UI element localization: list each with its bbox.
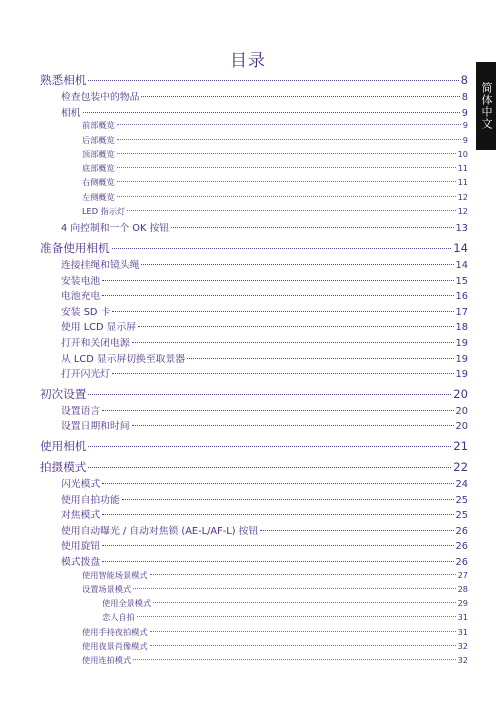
dot-leader bbox=[102, 561, 453, 562]
toc-entry-page: 16 bbox=[455, 291, 468, 303]
toc-entry-page: 13 bbox=[455, 223, 468, 235]
toc-entry-title: 使用 LCD 显示屏 bbox=[61, 322, 137, 334]
toc-entry-title: 使用相机 bbox=[40, 438, 87, 453]
toc-entry-page: 9 bbox=[462, 120, 468, 131]
toc-entry-page: 26 bbox=[455, 556, 468, 568]
dot-leader bbox=[88, 467, 451, 468]
dot-leader bbox=[88, 446, 451, 447]
toc-entry[interactable] bbox=[61, 492, 468, 506]
toc-entry[interactable] bbox=[82, 206, 468, 217]
toc-entry-page: 12 bbox=[457, 191, 468, 202]
toc-entry-title: 前部概览 bbox=[82, 120, 115, 131]
toc-entry-title: 从 LCD 显示屏切换至取景器 bbox=[61, 353, 186, 365]
toc-entry-page: 19 bbox=[455, 369, 468, 381]
toc-entry[interactable] bbox=[82, 149, 468, 160]
toc-entry-page: 19 bbox=[455, 337, 468, 349]
toc-entry[interactable] bbox=[61, 273, 468, 287]
dot-leader bbox=[117, 124, 461, 125]
dot-leader bbox=[141, 264, 453, 265]
toc-entry-title: 使用全景模式 bbox=[102, 598, 152, 609]
toc-entry-title: 使用连拍模式 bbox=[82, 655, 132, 666]
dot-leader bbox=[117, 139, 461, 140]
toc-entry[interactable] bbox=[61, 89, 468, 103]
dot-leader bbox=[117, 167, 456, 168]
toc-entry-page: 19 bbox=[455, 353, 468, 365]
toc-entry-title: 使用智能场景模式 bbox=[82, 569, 148, 580]
toc-entry[interactable] bbox=[61, 220, 468, 234]
toc-entry-page: 31 bbox=[457, 612, 468, 623]
toc-entry-page: 20 bbox=[453, 386, 468, 401]
dot-leader bbox=[133, 588, 455, 589]
toc-entry[interactable] bbox=[61, 304, 468, 318]
toc-entry-title: 设置场景模式 bbox=[82, 583, 132, 594]
dot-leader bbox=[117, 196, 456, 197]
toc-entry-page: 32 bbox=[457, 641, 468, 651]
toc-entry-page: 9 bbox=[462, 134, 468, 145]
toc-entry[interactable] bbox=[61, 507, 468, 521]
toc-entry[interactable] bbox=[40, 386, 468, 402]
toc-entry[interactable] bbox=[82, 120, 468, 131]
toc-entry[interactable] bbox=[82, 135, 468, 146]
dot-leader bbox=[137, 616, 456, 617]
dot-leader bbox=[150, 645, 456, 646]
dot-leader bbox=[150, 574, 456, 575]
toc-entry-title: 设置语言 bbox=[61, 405, 101, 417]
toc-entry-page: 10 bbox=[457, 148, 468, 159]
toc-entry-title: 设置日期和时间 bbox=[61, 421, 130, 433]
toc-entry-title: 连接挂绳和镜头绳 bbox=[61, 259, 140, 271]
toc-entry-page: 20 bbox=[455, 421, 468, 433]
toc-entry[interactable] bbox=[61, 351, 468, 365]
toc-entry-title: 使用自拍功能 bbox=[61, 494, 120, 506]
toc-entry[interactable] bbox=[82, 655, 468, 666]
toc-entry-title: 模式拨盘 bbox=[61, 556, 101, 568]
toc-entry-title: 4 向控制和一个 OK 按钮 bbox=[61, 223, 170, 235]
toc-entry-title: 准备使用相机 bbox=[40, 240, 110, 255]
toc-entry[interactable] bbox=[40, 72, 468, 88]
toc-entry-page: 8 bbox=[461, 92, 468, 103]
toc-entry-page: 25 bbox=[455, 494, 468, 506]
toc-entry-page: 14 bbox=[453, 240, 468, 255]
toc-entry-title: 相机 bbox=[61, 107, 81, 119]
toc-entry[interactable] bbox=[61, 366, 468, 380]
dot-leader bbox=[138, 326, 453, 327]
toc-entry-page: 29 bbox=[457, 598, 468, 609]
toc-entry[interactable] bbox=[82, 192, 468, 203]
dot-leader bbox=[88, 80, 458, 81]
dot-leader bbox=[141, 96, 459, 97]
toc-entry[interactable] bbox=[102, 612, 468, 623]
toc-entry-page: 32 bbox=[457, 655, 468, 666]
toc-entry-page: 12 bbox=[457, 206, 468, 216]
language-side-tab: 简体中文 bbox=[476, 62, 496, 150]
toc-entry-title: 熟悉相机 bbox=[40, 73, 87, 87]
dot-leader bbox=[102, 514, 453, 515]
page-title: 目录 bbox=[230, 51, 266, 71]
toc-entry-page: 28 bbox=[457, 583, 468, 594]
toc-entry[interactable] bbox=[61, 335, 468, 349]
dot-leader bbox=[132, 425, 454, 426]
toc-entry-title: 使用手持夜拍模式 bbox=[82, 626, 148, 637]
toc-entry[interactable] bbox=[61, 554, 468, 568]
dot-leader bbox=[112, 248, 452, 249]
toc-entry-title: 使用自动曝光 / 自动对焦锁 (AE-L/AF-L) 按钮 bbox=[61, 525, 259, 537]
dot-leader bbox=[260, 530, 453, 531]
toc-entry-title: 恋人自拍 bbox=[102, 612, 135, 623]
dot-leader bbox=[153, 602, 455, 603]
toc-entry-page: 18 bbox=[455, 322, 468, 334]
toc-entry-title: 安装 SD 卡 bbox=[61, 306, 111, 318]
toc-entry-page: 15 bbox=[455, 275, 468, 287]
dot-leader bbox=[112, 311, 453, 312]
toc-entry[interactable] bbox=[61, 319, 468, 333]
toc-entry-page: 11 bbox=[457, 163, 468, 174]
toc-entry-title: LED 指示灯 bbox=[82, 206, 126, 216]
toc-entry[interactable] bbox=[61, 523, 468, 537]
toc-entry[interactable] bbox=[82, 570, 468, 581]
dot-leader bbox=[117, 153, 456, 154]
toc-entry-page: 11 bbox=[457, 177, 468, 188]
toc-entry-title: 对焦模式 bbox=[61, 510, 101, 522]
toc-entry[interactable] bbox=[61, 418, 468, 432]
toc-entry-page: 14 bbox=[455, 259, 468, 271]
dot-leader bbox=[187, 358, 453, 359]
toc-entry-title: 后部概览 bbox=[82, 134, 115, 145]
toc-entry-title: 顶部概览 bbox=[82, 148, 115, 159]
toc-entry-title: 初次设置 bbox=[40, 386, 87, 401]
toc-entry-title: 安装电池 bbox=[61, 275, 101, 287]
toc-entry-title: 拍摄模式 bbox=[40, 459, 87, 474]
toc-entry-title: 使用夜景肖像模式 bbox=[82, 641, 148, 651]
toc-entry-page: 21 bbox=[453, 438, 468, 453]
toc-entry[interactable] bbox=[61, 105, 468, 119]
dot-leader bbox=[150, 631, 456, 632]
dot-leader bbox=[122, 499, 454, 500]
dot-leader bbox=[102, 483, 453, 484]
toc-entry-page: 17 bbox=[455, 306, 468, 318]
dot-leader bbox=[127, 210, 455, 211]
dot-leader bbox=[102, 545, 453, 546]
dot-leader bbox=[132, 342, 454, 343]
toc-entry-title: 打开和关闭电源 bbox=[61, 337, 130, 349]
toc-entry[interactable] bbox=[61, 476, 468, 490]
toc-entry-page: 8 bbox=[460, 73, 468, 87]
dot-leader bbox=[112, 373, 454, 374]
toc-entry-page: 22 bbox=[453, 459, 468, 474]
toc-entry[interactable] bbox=[61, 257, 468, 271]
toc-entry-title: 打开闪光灯 bbox=[61, 369, 110, 381]
toc-entry[interactable] bbox=[61, 288, 468, 302]
dot-leader bbox=[117, 181, 456, 182]
toc-entry-page: 9 bbox=[461, 107, 468, 119]
toc-entry-page: 20 bbox=[455, 405, 468, 417]
toc-entry-title: 使用旋钮 bbox=[61, 541, 101, 553]
toc-entry[interactable] bbox=[82, 627, 468, 638]
toc-entry[interactable] bbox=[40, 240, 468, 256]
toc-entry[interactable] bbox=[61, 403, 468, 417]
toc-entry-page: 25 bbox=[455, 510, 468, 522]
toc-entry-page: 24 bbox=[455, 478, 468, 490]
toc-entry[interactable] bbox=[40, 438, 468, 454]
toc-entry[interactable] bbox=[40, 459, 468, 475]
dot-leader bbox=[102, 295, 453, 296]
toc-entry[interactable] bbox=[82, 641, 468, 652]
toc-entry-title: 闪光模式 bbox=[61, 478, 101, 490]
toc-entry[interactable] bbox=[82, 163, 468, 174]
toc-entry-page: 26 bbox=[455, 525, 468, 537]
toc-entry-title: 电池充电 bbox=[61, 291, 101, 303]
dot-leader bbox=[171, 227, 453, 228]
dot-leader bbox=[133, 659, 455, 660]
toc-entry-title: 左侧概览 bbox=[82, 191, 115, 202]
toc-entry-page: 31 bbox=[457, 626, 468, 637]
dot-leader bbox=[102, 410, 453, 411]
toc-entry-page: 26 bbox=[455, 541, 468, 553]
toc-entry[interactable] bbox=[82, 177, 468, 188]
toc-entry-title: 检查包装中的物品 bbox=[61, 92, 140, 103]
dot-leader bbox=[83, 112, 460, 113]
toc-entry-title: 底部概览 bbox=[82, 163, 115, 174]
toc-entry[interactable] bbox=[61, 538, 468, 552]
toc-entry-page: 27 bbox=[457, 569, 468, 580]
toc-entry[interactable] bbox=[102, 598, 468, 609]
dot-leader bbox=[102, 280, 453, 281]
dot-leader bbox=[88, 394, 451, 395]
toc-entry-title: 右侧概览 bbox=[82, 177, 115, 188]
toc-entry[interactable] bbox=[82, 584, 468, 595]
